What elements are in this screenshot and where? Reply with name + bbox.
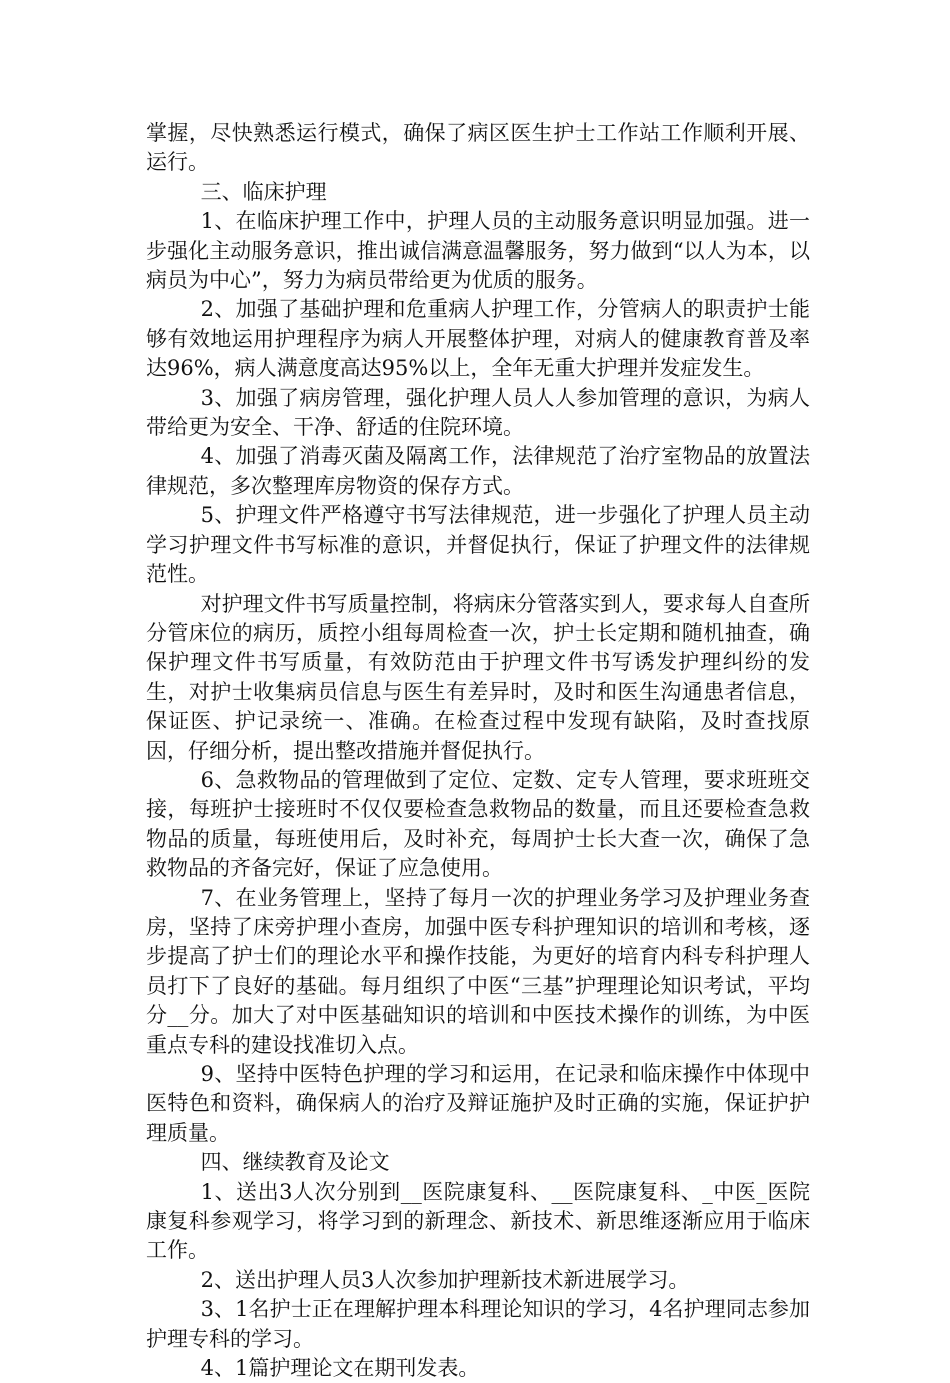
paragraph-item-3: 3、加强了病房管理，强化护理人员人人参加管理的意识，为病人带给更为安全、干净、舒适的住院环境。 — [146, 385, 810, 440]
section-heading-clinical-nursing: 三、临床护理 — [200, 179, 327, 204]
paragraph-item-7: 7、在业务管理上，坚持了每月一次的护理业务学习及护理业务查房，坚持了床旁护理小查房，加强中医专科护理知识的培训和考核，逐步提高了护士们的理论水平和操作技能，为更好的培育内科专科护理人员打下了良好的基础。每月组织了中医“三基”护理理论知识考试，平均分__分。加大了对中医基础知识的培训和中医技术操作的训练，为中医重点专科的建设找准切入点。 — [146, 885, 810, 1057]
paragraph-quality-control: 对护理文件书写质量控制，将病床分管落实到人，要求每人自查所分管床位的病历，质控小组每周检查一次，护士长定期和随机抽查，确保护理文件书写质量，有效防范由于护理文件书写诱发护理纠纷的发生，对护士收集病员信息与医生有差异时，及时和医生沟通患者信息，保证医、护记录统一、准确。在检查过程中发现有缺陷，及时查找原因，仔细分析，提出整改措施并督促执行。 — [146, 591, 810, 763]
paragraph-continuation: 掌握，尽快熟悉运行模式，确保了病区医生护士工作站工作顺利开展、运行。 — [146, 121, 810, 175]
paragraph-item-1: 1、在临床护理工作中，护理人员的主动服务意识明显加强。进一步强化主动服务意识，推出诚信满意温馨服务，努力做到“以人为本，以病员为中心”，努力为病员带给更为优质的服务。 — [146, 209, 810, 293]
paragraph-edu-item-4: 4、1篇护理论文在期刊发表。 — [200, 1356, 480, 1381]
paragraph-item-9: 9、坚持中医特色护理的学习和运用，在记录和临床操作中体现中医特色和资料，确保病人的治疗及辩证施护及时正确的实施，保证护护理质量。 — [146, 1062, 810, 1145]
paragraph-item-2: 2、加强了基础护理和危重病人护理工作，分管病人的职责护士能够有效地运用护理程序为病人开展整体护理，对病人的健康教育普及率达96%，病人满意度高达95%以上，全年无重大护理并发症发生。 — [146, 297, 810, 381]
paragraph-edu-item-3: 3、1名护士正在理解护理本科理论知识的学习，4名护理同志参加护理专科的学习。 — [146, 1297, 810, 1351]
section-heading-continuing-education: 四、继续教育及论文 — [200, 1150, 390, 1175]
paragraph-edu-item-2: 2、送出护理人员3人次参加护理新技术新进展学习。 — [200, 1267, 690, 1292]
paragraph-item-4: 4、加强了消毒灭菌及隔离工作，法律规范了治疗室物品的放置法律规范，多次整理库房物资的保存方式。 — [146, 444, 810, 498]
document-page — [146, 119, 810, 1383]
paragraph-edu-item-1: 1、送出3人次分别到__医院康复科、__医院康复科、_中医_医院康复科参观学习，将学习到的新理念、新技术、新思维逐渐应用于临床工作。 — [146, 1179, 810, 1263]
paragraph-item-6: 6、急救物品的管理做到了定位、定数、定专人管理，要求班班交接，每班护士接班时不仅仅要检查急救物品的数量，而且还要检查急救物品的质量，每班使用后，及时补充，每周护士长大查一次，确保了急救物品的齐备完好，保证了应急使用。 — [146, 767, 810, 881]
paragraph-item-5: 5、护理文件严格遵守书写法律规范，进一步强化了护理人员主动学习护理文件书写标准的意识，并督促执行，保证了护理文件的法律规范性。 — [146, 503, 810, 587]
